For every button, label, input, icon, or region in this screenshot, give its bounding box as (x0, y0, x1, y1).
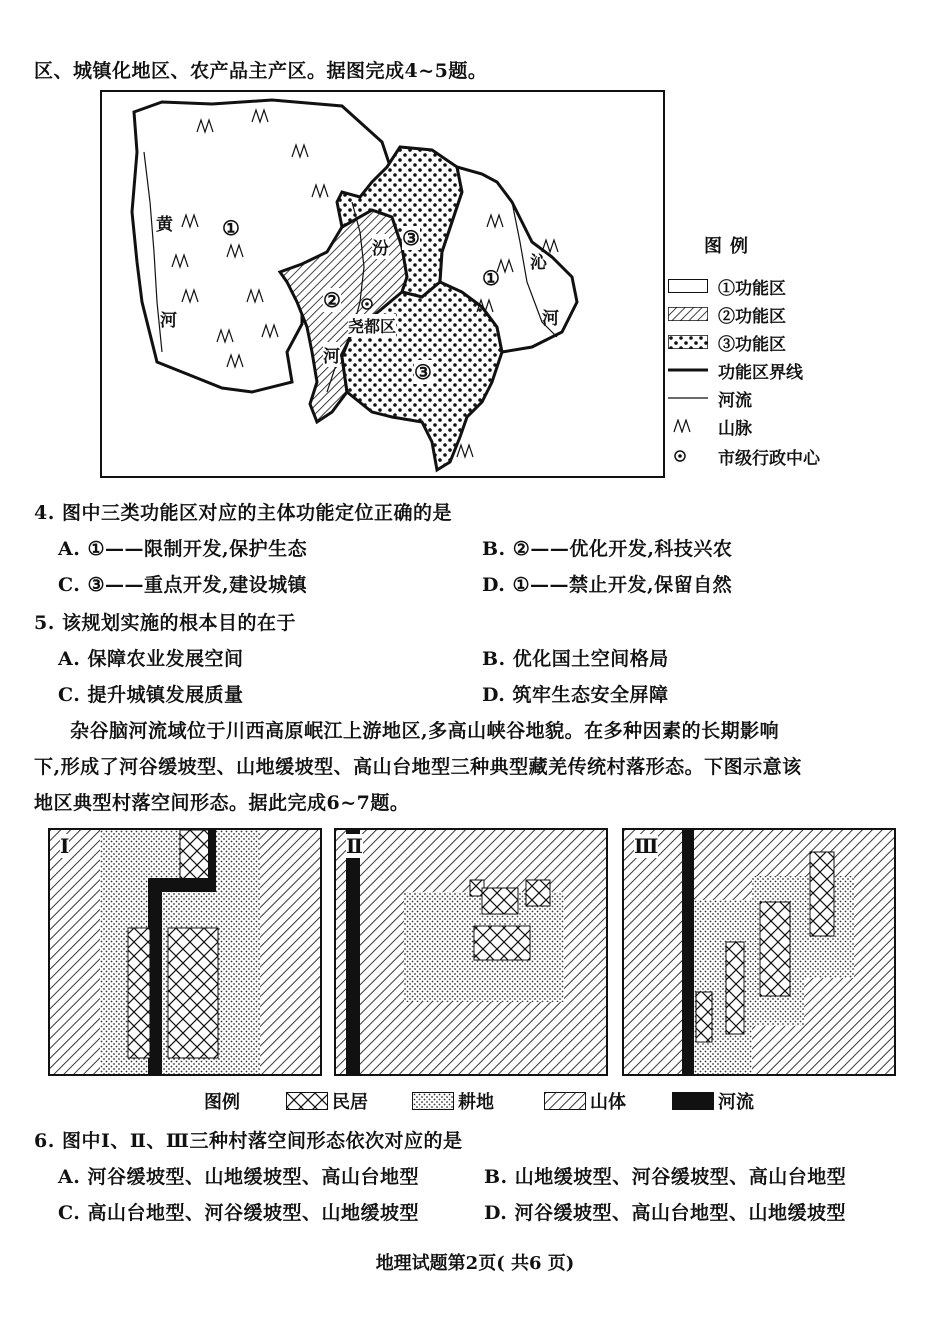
legend-title: 图例 (704, 236, 756, 257)
admin-center-icon (668, 449, 708, 463)
q4-stem: 4. 图中三类功能区对应的主体功能定位正确的是 (34, 502, 452, 524)
village-panel-3 (622, 828, 896, 1076)
house-swatch (286, 1092, 328, 1110)
zone3-swatch (668, 335, 708, 349)
label-zone3-north: ③ (402, 226, 420, 250)
passage-line-2: 下,形成了河谷缓坡型、山地缓坡型、高山台地型三种典型藏羌传统村落形态。下图示意该 (34, 756, 802, 778)
panel-label-3: Ⅲ (634, 834, 659, 858)
legend-center: 市级行政中心 (668, 444, 820, 468)
legend-zone2: ②功能区 (668, 302, 786, 326)
panel-label-2: Ⅱ (346, 834, 363, 858)
q4-option-b: B. ②——优化开发,科技兴农 (482, 538, 733, 560)
village-legend-farmland: 耕地 (412, 1088, 494, 1114)
village-legend-title: 图例 (204, 1092, 240, 1113)
q5-stem: 5. 该规划实施的根本目的在于 (34, 612, 296, 634)
boundary-line-icon (668, 363, 708, 377)
panel-label-1: Ⅰ (60, 834, 70, 858)
label-zone1-west: ① (222, 216, 240, 240)
passage-line-3: 地区典型村落空间形态。据此完成6~7题。 (34, 792, 410, 814)
q5-option-a: A. 保障农业发展空间 (58, 648, 244, 670)
q6-option-a: A. 河谷缓坡型、山地缓坡型、高山台地型 (58, 1166, 419, 1188)
river-line-icon (668, 391, 708, 405)
q4-option-a: A. ①——限制开发,保护生态 (58, 538, 308, 560)
q6-stem: 6. 图中Ⅰ、Ⅱ、Ⅲ三种村落空间形态依次对应的是 (34, 1130, 463, 1152)
function-zone-map (100, 90, 665, 478)
zone2-swatch (668, 307, 708, 321)
q5-option-d: D. 筑牢生态安全屏障 (482, 684, 669, 706)
legend-mountain: 山脉 (668, 414, 752, 438)
q5-option-b: B. 优化国土空间格局 (482, 648, 669, 670)
page-footer: 地理试题第2页( 共6 页) (375, 1253, 575, 1274)
legend-boundary: 功能区界线 (668, 358, 803, 382)
q6-option-d: D. 河谷缓坡型、高山台地型、山地缓坡型 (484, 1202, 847, 1224)
label-fen-he: 河 (323, 342, 340, 367)
intro-line: 区、城镇化地区、农产品主产区。据图完成4~5题。 (34, 60, 488, 82)
village-panel-2 (334, 828, 608, 1076)
farmland-swatch (412, 1092, 454, 1110)
village-legend-river: 河流 (672, 1088, 754, 1114)
label-zone3-south: ③ (414, 360, 432, 384)
label-huang-he: 河 (160, 311, 177, 331)
legend-zone1: ①功能区 (668, 274, 786, 298)
q4-option-c: C. ③——重点开发,建设城镇 (58, 574, 308, 596)
q5-option-c: C. 提升城镇发展质量 (58, 684, 244, 706)
village-legend-house: 民居 (286, 1088, 368, 1114)
q4-option-d: D. ①——禁止开发,保留自然 (482, 574, 733, 596)
label-huang: 黄 (156, 215, 173, 235)
q6-option-b: B. 山地缓坡型、河谷缓坡型、高山台地型 (484, 1166, 847, 1188)
village-panel-1 (48, 828, 322, 1076)
label-qin-he: 河 (542, 309, 559, 329)
passage-line-1: 杂谷脑河流域位于川西高原岷江上游地区,多高山峡谷地貌。在多种因素的长期影响 (70, 720, 780, 742)
label-fen: 汾 (372, 234, 389, 259)
river-swatch (672, 1092, 714, 1110)
q6-option-c: C. 高山台地型、河谷缓坡型、山地缓坡型 (58, 1202, 420, 1224)
village-legend-mountain: 山体 (544, 1088, 626, 1114)
mountain-icon (668, 419, 708, 433)
label-zone2: ② (323, 288, 341, 312)
legend-river: 河流 (668, 386, 752, 410)
zone1-swatch (668, 279, 708, 293)
mountain-swatch (544, 1092, 586, 1110)
legend-zone3: ③功能区 (668, 330, 786, 354)
label-center: 尧都区 (348, 314, 396, 337)
label-qin: 沁 (530, 253, 547, 273)
label-zone1-east: ① (482, 266, 500, 290)
